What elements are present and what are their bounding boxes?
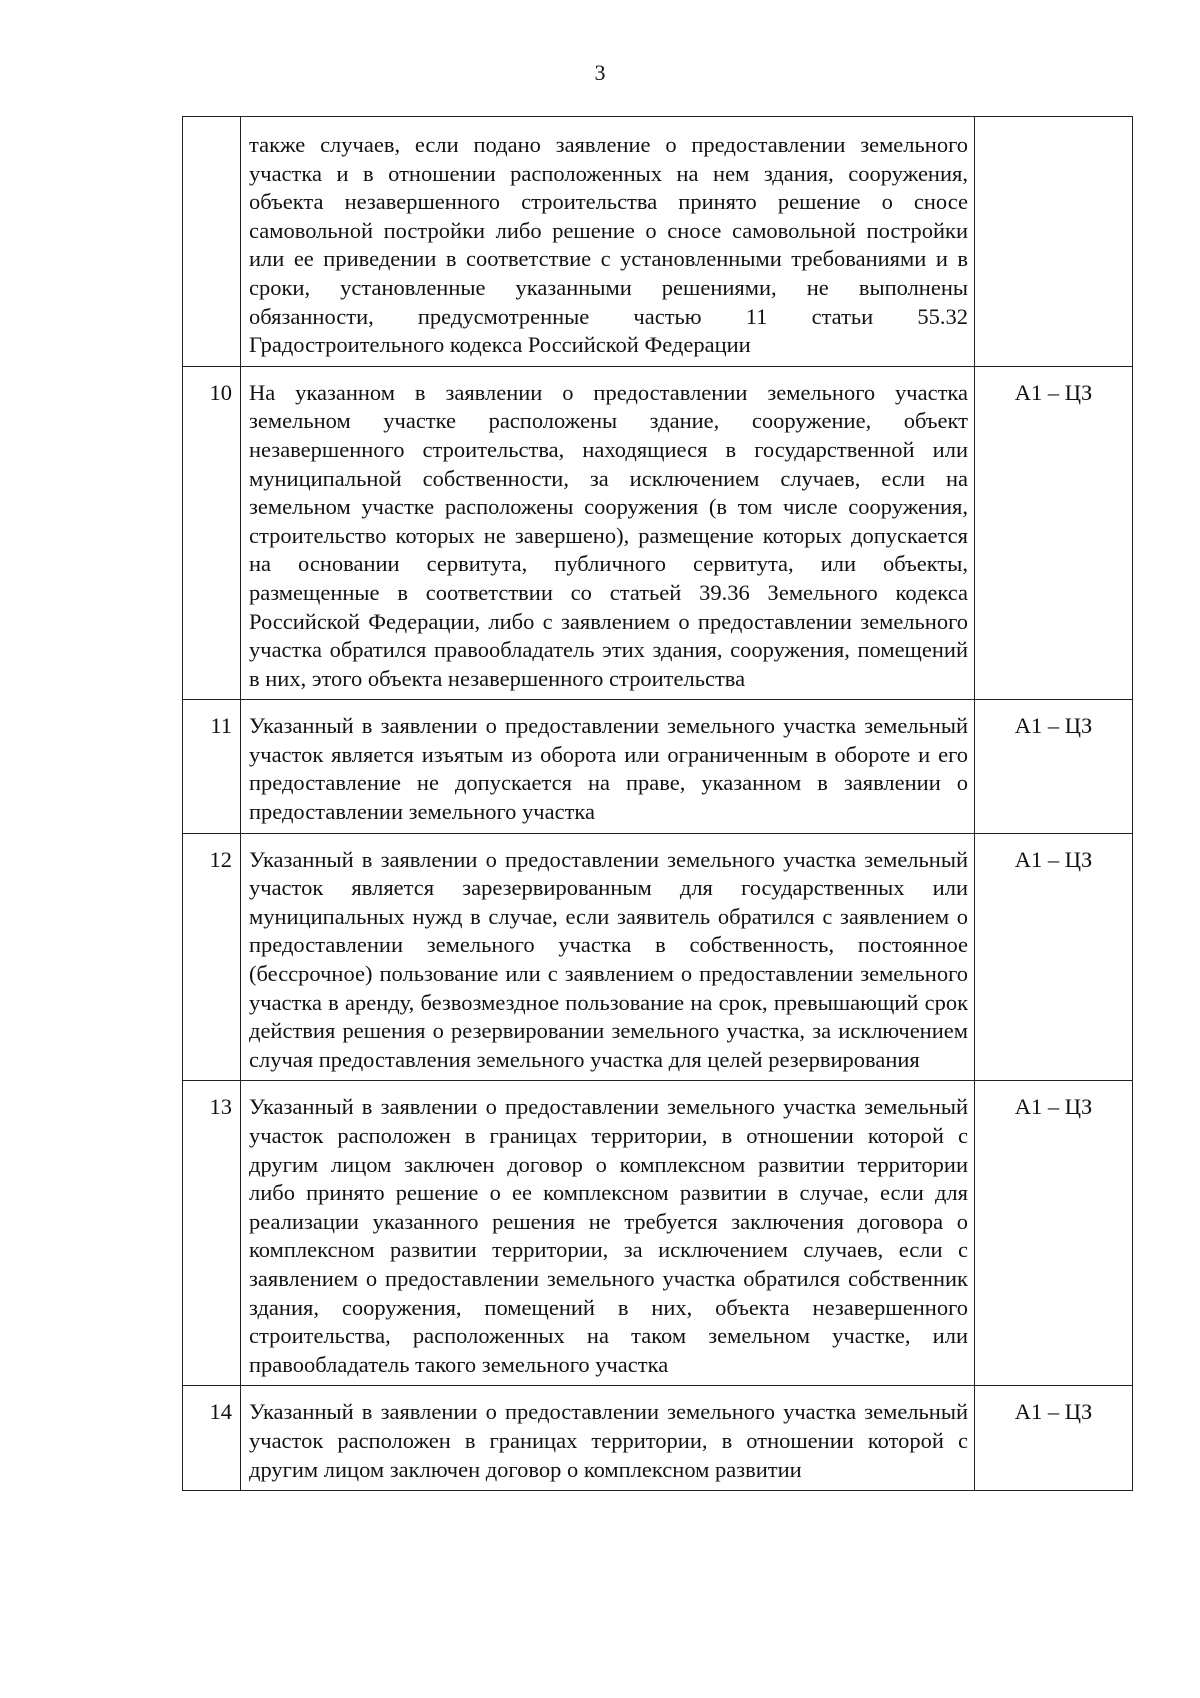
row-code: А1 – ЦЗ [975,1386,1133,1491]
row-code [975,117,1133,367]
table-row [183,366,1133,700]
table-row [183,1081,1133,1386]
row-number: 10 [183,366,241,700]
row-code: А1 – ЦЗ [975,700,1133,833]
row-number: 13 [183,1081,241,1386]
row-text: Указанный в заявлении о предоставлении земельного участка земельный участок расположен в границах территории, в отношении которой с другим лицом заключен договор о комплексном развитии территории либо принято решение о ее комплексном развитии в случае, если для реализации указанного решения не требуется заключения договора о комплексном развитии территории, за исключением случаев, если с заявлением о предоставлении земельного участка обратился собственник здания, сооружения, помещений в них, объекта незавершенного строительства, расположенных на таком земельном участке, или правообладатель такого земельного участка [241,1081,975,1386]
table-row [183,700,1133,833]
row-code: А1 – ЦЗ [975,366,1133,700]
grounds-table [182,116,1133,1491]
table-row [183,1386,1133,1491]
row-number: 12 [183,833,241,1081]
row-number [183,117,241,367]
table-row [183,833,1133,1081]
row-text: Указанный в заявлении о предоставлении земельного участка земельный участок расположен в границах территории, в отношении которой с другим лицом заключен договор о комплексном развитии [241,1386,975,1491]
row-text: Указанный в заявлении о предоставлении земельного участка земельный участок является изъятым из оборота или ограниченным в обороте и его предоставление не допускается на праве, указанном в заявлении о предоставлении земельного участка [241,700,975,833]
row-number: 11 [183,700,241,833]
row-text: Указанный в заявлении о предоставлении земельного участка земельный участок является зарезервированным для государственных или муниципальных нужд в случае, если заявитель обратился с заявлением о предоставлении земельного участка в собственность, постоянное (бессрочное) пользование или с заявлением о предоставлении земельного участка в аренду, безвозмездное пользование на срок, превышающий срок действия решения о резервировании земельного участка, за исключением случая предоставления земельного участка для целей резервирования [241,833,975,1081]
row-text: На указанном в заявлении о предоставлении земельного участка земельном участке расположены здание, сооружение, объект незавершенного строительства, находящиеся в государственной или муниципальной собственности, за исключением случаев, если на земельном участке расположены сооружения (в том числе сооружения, строительство которых не завершено), размещение которых допускается на основании сервитута, публичного сервитута, или объекты, размещенные в соответствии со статьей 39.36 Земельного кодекса Российской Федерации, либо с заявлением о предоставлении земельного участка обратился правообладатель этих здания, сооружения, помещений в них, этого объекта незавершенного строительства [241,366,975,700]
row-text: также случаев, если подано заявление о предоставлении земельного участка и в отношении расположенных на нем здания, сооружения, объекта незавершенного строительства принято решение о сносе самовольной постройки либо решение о сносе самовольной постройки или ее приведении в соответствие с установленными требованиями и в сроки, установленные указанными решениями, не выполнены обязанности, предусмотренные частью 11 статьи 55.32 Градостроительного кодекса Российской Федерации [241,117,975,367]
row-number: 14 [183,1386,241,1491]
row-code: А1 – ЦЗ [975,1081,1133,1386]
row-code: А1 – ЦЗ [975,833,1133,1081]
page-number: 3 [594,60,606,85]
table-row [183,117,1133,367]
